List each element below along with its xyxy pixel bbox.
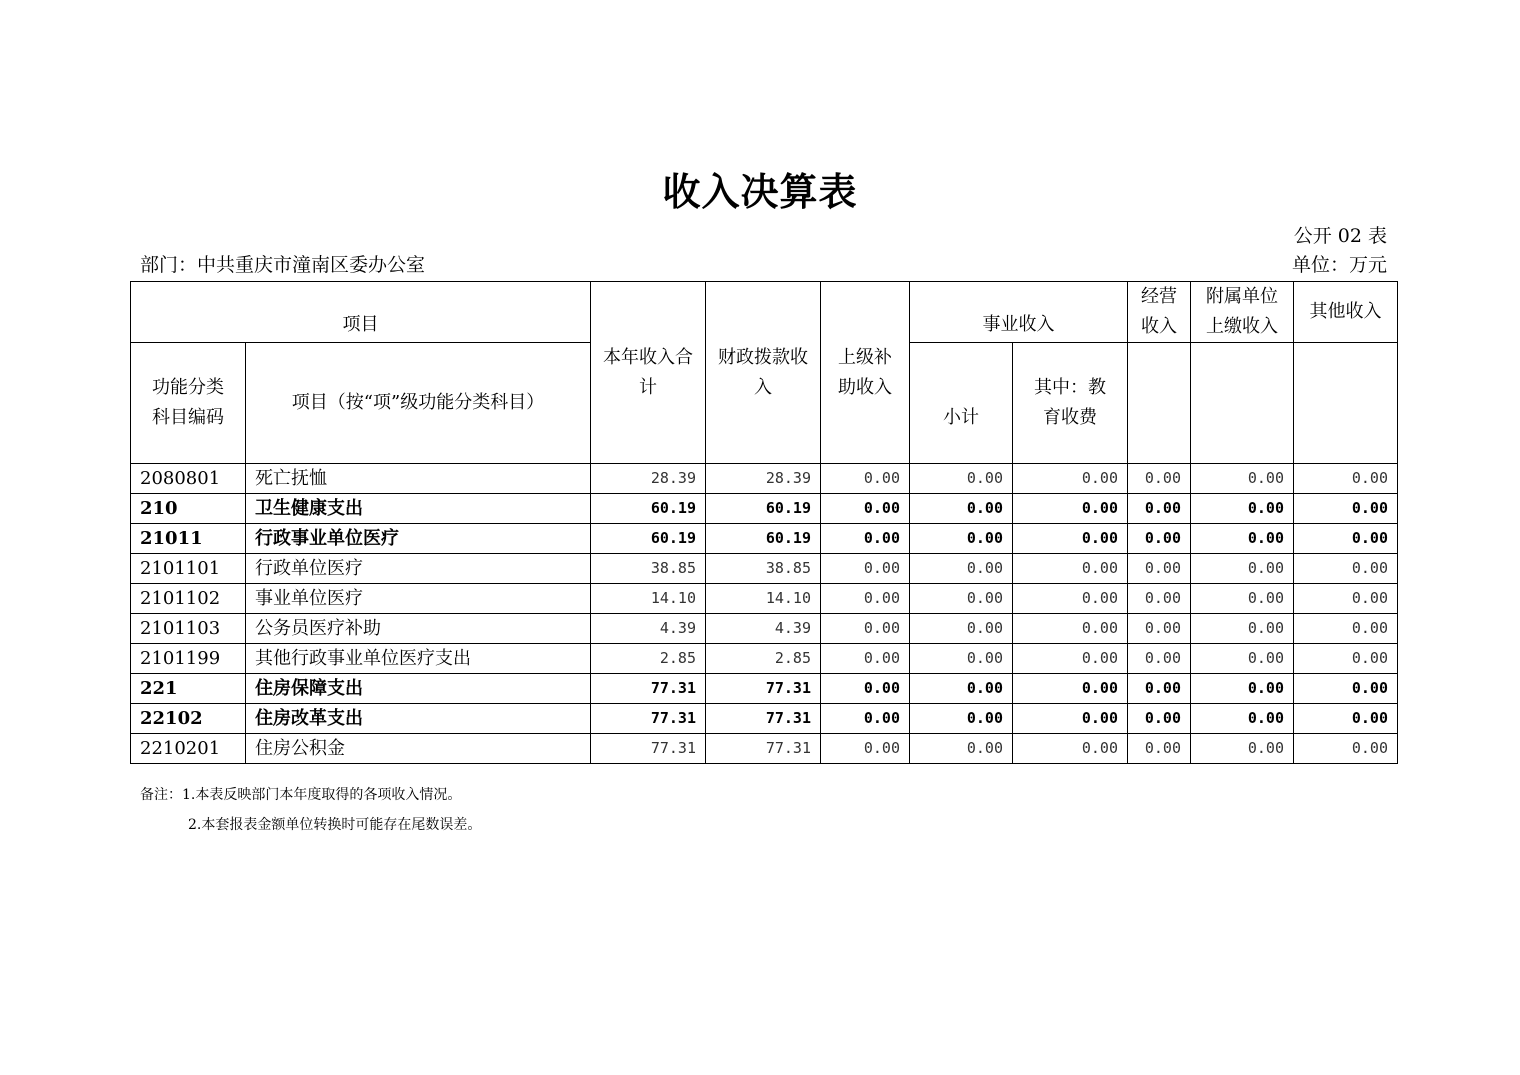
cell-fiscal: 60.19: [706, 524, 821, 554]
table-row: [131, 674, 1398, 704]
cell-education: 0.00: [1013, 524, 1128, 554]
cell-education: 0.00: [1013, 614, 1128, 644]
page-title: 收入决算表: [662, 169, 858, 214]
cell-affiliated: 0.00: [1191, 584, 1294, 614]
table-row: [131, 704, 1398, 734]
cell-fiscal: 4.39: [706, 614, 821, 644]
cell-total: 77.31: [591, 674, 706, 704]
header-education: 其中：教育收费: [1013, 343, 1128, 464]
cell-name: 住房公积金: [246, 734, 591, 764]
cell-code: 2080801: [131, 464, 246, 494]
cell-affiliated: 0.00: [1191, 734, 1294, 764]
cell-name: 住房改革支出: [246, 704, 591, 734]
table-row: [131, 614, 1398, 644]
header-operating: 经营收入: [1128, 282, 1191, 343]
cell-other: 0.00: [1294, 554, 1398, 584]
table-row: [131, 644, 1398, 674]
cell-fiscal: 60.19: [706, 494, 821, 524]
cell-other: 0.00: [1294, 494, 1398, 524]
table-row: [131, 464, 1398, 494]
header-superior: 上级补助收入: [821, 282, 910, 464]
cell-superior: 0.00: [821, 704, 910, 734]
cell-other: 0.00: [1294, 704, 1398, 734]
table-row: [131, 734, 1398, 764]
cell-operating: 0.00: [1128, 494, 1191, 524]
header-affiliated-blank: [1191, 343, 1294, 464]
cell-name: 行政单位医疗: [246, 554, 591, 584]
unit-label: 单位：万元: [1291, 254, 1387, 276]
header-item: 项目（按“项”级功能分类科目）: [246, 343, 591, 464]
cell-superior: 0.00: [821, 554, 910, 584]
cell-fiscal: 77.31: [706, 704, 821, 734]
cell-subtotal: 0.00: [910, 644, 1013, 674]
cell-fiscal: 2.85: [706, 644, 821, 674]
cell-code: 22102: [131, 704, 246, 734]
cell-affiliated: 0.00: [1191, 644, 1294, 674]
cell-name: 住房保障支出: [246, 674, 591, 704]
cell-superior: 0.00: [821, 464, 910, 494]
table-row: [131, 524, 1398, 554]
header-total: 本年收入合计: [591, 282, 706, 464]
cell-education: 0.00: [1013, 704, 1128, 734]
cell-education: 0.00: [1013, 464, 1128, 494]
cell-education: 0.00: [1013, 734, 1128, 764]
cell-subtotal: 0.00: [910, 464, 1013, 494]
cell-subtotal: 0.00: [910, 584, 1013, 614]
cell-total: 4.39: [591, 614, 706, 644]
cell-other: 0.00: [1294, 614, 1398, 644]
header-subtotal: 小计: [910, 343, 1013, 464]
cell-fiscal: 77.31: [706, 734, 821, 764]
cell-total: 14.10: [591, 584, 706, 614]
cell-education: 0.00: [1013, 584, 1128, 614]
cell-code: 21011: [131, 524, 246, 554]
cell-operating: 0.00: [1128, 584, 1191, 614]
cell-other: 0.00: [1294, 734, 1398, 764]
cell-education: 0.00: [1013, 644, 1128, 674]
cell-affiliated: 0.00: [1191, 704, 1294, 734]
cell-affiliated: 0.00: [1191, 494, 1294, 524]
table-row: [131, 494, 1398, 524]
cell-subtotal: 0.00: [910, 674, 1013, 704]
cell-superior: 0.00: [821, 614, 910, 644]
cell-education: 0.00: [1013, 494, 1128, 524]
cell-total: 77.31: [591, 734, 706, 764]
cell-other: 0.00: [1294, 464, 1398, 494]
cell-total: 77.31: [591, 704, 706, 734]
header-fiscal: 财政拨款收入: [706, 282, 821, 464]
cell-name: 行政事业单位医疗: [246, 524, 591, 554]
cell-education: 0.00: [1013, 554, 1128, 584]
cell-superior: 0.00: [821, 674, 910, 704]
cell-other: 0.00: [1294, 524, 1398, 554]
cell-fiscal: 38.85: [706, 554, 821, 584]
cell-superior: 0.00: [821, 734, 910, 764]
cell-code: 221: [131, 674, 246, 704]
table-row: [131, 584, 1398, 614]
cell-fiscal: 28.39: [706, 464, 821, 494]
cell-affiliated: 0.00: [1191, 464, 1294, 494]
cell-operating: 0.00: [1128, 464, 1191, 494]
cell-affiliated: 0.00: [1191, 614, 1294, 644]
cell-other: 0.00: [1294, 644, 1398, 674]
note-1: 备注：1.本表反映部门本年度取得的各项收入情况。: [140, 787, 462, 803]
cell-education: 0.00: [1013, 674, 1128, 704]
cell-affiliated: 0.00: [1191, 524, 1294, 554]
header-business: 事业收入: [910, 282, 1128, 343]
cell-other: 0.00: [1294, 674, 1398, 704]
cell-name: 死亡抚恤: [246, 464, 591, 494]
header-other: 其他收入: [1294, 282, 1398, 343]
cell-subtotal: 0.00: [910, 734, 1013, 764]
cell-operating: 0.00: [1128, 554, 1191, 584]
header-code: 功能分类科目编码: [131, 343, 246, 464]
cell-code: 2210201: [131, 734, 246, 764]
cell-total: 60.19: [591, 494, 706, 524]
cell-total: 28.39: [591, 464, 706, 494]
income-table: [130, 281, 1398, 764]
cell-operating: 0.00: [1128, 734, 1191, 764]
cell-subtotal: 0.00: [910, 524, 1013, 554]
cell-name: 事业单位医疗: [246, 584, 591, 614]
cell-fiscal: 77.31: [706, 674, 821, 704]
cell-operating: 0.00: [1128, 674, 1191, 704]
table-row: [131, 554, 1398, 584]
cell-operating: 0.00: [1128, 524, 1191, 554]
cell-code: 2101102: [131, 584, 246, 614]
cell-code: 2101101: [131, 554, 246, 584]
header-affiliated: 附属单位上缴收入: [1191, 282, 1294, 343]
cell-code: 2101103: [131, 614, 246, 644]
cell-name: 公务员医疗补助: [246, 614, 591, 644]
cell-total: 60.19: [591, 524, 706, 554]
note-2: 2.本套报表金额单位转换时可能存在尾数误差。: [188, 817, 482, 833]
cell-code: 2101199: [131, 644, 246, 674]
cell-operating: 0.00: [1128, 614, 1191, 644]
header-project: 项目: [131, 282, 591, 343]
cell-code: 210: [131, 494, 246, 524]
cell-superior: 0.00: [821, 644, 910, 674]
cell-affiliated: 0.00: [1191, 674, 1294, 704]
cell-operating: 0.00: [1128, 704, 1191, 734]
header-operating-blank: [1128, 343, 1191, 464]
cell-affiliated: 0.00: [1191, 554, 1294, 584]
cell-superior: 0.00: [821, 584, 910, 614]
cell-superior: 0.00: [821, 494, 910, 524]
cell-operating: 0.00: [1128, 644, 1191, 674]
form-number: 公开 02 表: [1293, 225, 1387, 247]
cell-other: 0.00: [1294, 584, 1398, 614]
cell-total: 38.85: [591, 554, 706, 584]
cell-name: 卫生健康支出: [246, 494, 591, 524]
cell-superior: 0.00: [821, 524, 910, 554]
cell-subtotal: 0.00: [910, 494, 1013, 524]
cell-fiscal: 14.10: [706, 584, 821, 614]
header-other-blank: [1294, 343, 1398, 464]
cell-subtotal: 0.00: [910, 554, 1013, 584]
cell-name: 其他行政事业单位医疗支出: [246, 644, 591, 674]
cell-subtotal: 0.00: [910, 704, 1013, 734]
department-label: 部门：中共重庆市潼南区委办公室: [140, 254, 426, 276]
cell-subtotal: 0.00: [910, 614, 1013, 644]
cell-total: 2.85: [591, 644, 706, 674]
